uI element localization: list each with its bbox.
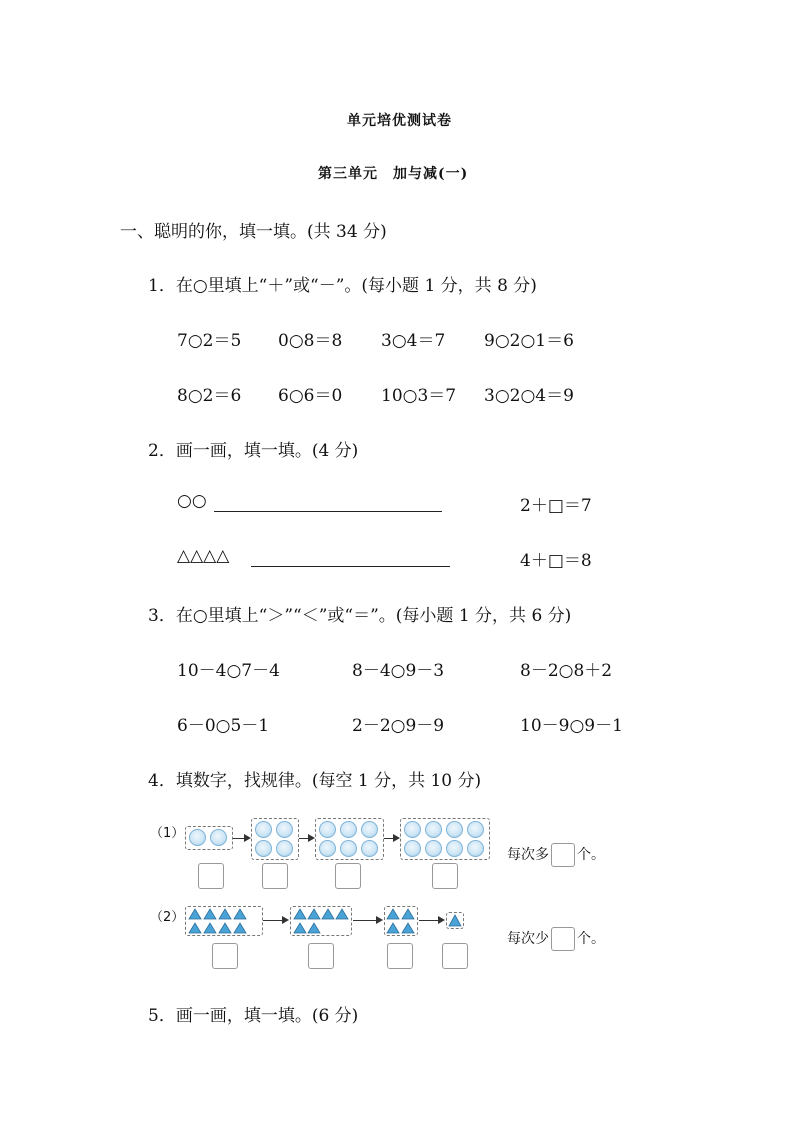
q3-comparison[interactable]: 8－2○8＋2	[520, 661, 613, 681]
note-suffix: 个。	[577, 931, 605, 947]
answer-box[interactable]	[387, 943, 413, 969]
ball	[276, 821, 293, 838]
question-3-prompt: 3．在○里填上“＞”“＜”或“＝”。(每小题 1 分，共 6 分)	[148, 606, 572, 626]
triangle-group-1	[446, 912, 464, 929]
ball	[340, 840, 357, 857]
ball-group-2	[185, 826, 233, 850]
q3-comparison[interactable]: 10－4○7－4	[177, 661, 280, 681]
question-2-prompt: 2．画一画，填一填。(4 分)	[148, 441, 359, 461]
ball	[319, 821, 336, 838]
unit-subtitle: 第三单元 加与减(一)	[318, 166, 469, 182]
ball	[446, 840, 463, 857]
pattern-note-more	[507, 843, 605, 867]
ball-group-4	[251, 818, 299, 860]
answer-box[interactable]	[262, 863, 288, 889]
section-heading: 一、聪明的你，填一填。(共 34 分)	[120, 222, 387, 242]
ball	[361, 821, 378, 838]
ball-group-6	[315, 818, 384, 860]
arrow-icon	[263, 920, 287, 921]
q3-comparison[interactable]: 6－0○5－1	[177, 716, 270, 736]
answer-box[interactable]	[198, 863, 224, 889]
q1-equation[interactable]: 10○3＝7	[381, 386, 457, 406]
ball	[189, 829, 206, 846]
arrow-icon	[233, 838, 249, 839]
q2-equation[interactable]: 2＋□＝7	[520, 496, 592, 516]
ball	[210, 829, 227, 846]
ball	[467, 840, 484, 857]
answer-box[interactable]	[442, 943, 468, 969]
answer-box[interactable]	[432, 863, 458, 889]
triangle-icon	[447, 913, 463, 928]
ball	[404, 821, 421, 838]
ball	[361, 840, 378, 857]
triangle-group-4	[384, 906, 418, 936]
answer-box[interactable]	[212, 943, 238, 969]
question-1-prompt: 1．在○里填上“＋”或“－”。(每小题 1 分，共 8 分)	[148, 276, 537, 296]
answer-box[interactable]	[308, 943, 334, 969]
q1-equation[interactable]: 0○8＝8	[278, 331, 343, 351]
q1-equation[interactable]: 8○2＝6	[177, 386, 242, 406]
ball	[276, 840, 293, 857]
q2-equation[interactable]: 4＋□＝8	[520, 551, 592, 571]
note-prefix: 每次多	[507, 847, 549, 863]
arrow-icon	[353, 920, 381, 921]
q1-equation[interactable]: 9○2○1＝6	[484, 331, 574, 351]
q3-comparison[interactable]: 8－4○9－3	[352, 661, 445, 681]
ball	[425, 821, 442, 838]
arrow-icon	[299, 838, 313, 839]
answer-box[interactable]	[551, 927, 575, 951]
answer-box[interactable]	[551, 843, 575, 867]
arrow-icon	[419, 920, 443, 921]
triangle-icons	[385, 907, 417, 935]
question-4-prompt: 4．填数字，找规律。(每空 1 分，共 10 分)	[148, 771, 482, 791]
q3-comparison[interactable]: 2－2○9－9	[352, 716, 445, 736]
question-5-prompt: 5．画一画，填一填。(6 分)	[148, 1006, 359, 1026]
q1-equation[interactable]: 3○2○4＝9	[484, 386, 574, 406]
ball	[446, 821, 463, 838]
ball	[255, 821, 272, 838]
exam-title: 单元培优测试卷	[347, 113, 452, 129]
triangle-icons	[186, 907, 262, 935]
arrow-icon	[384, 838, 398, 839]
part-2-label: （2）	[150, 910, 185, 925]
ball	[467, 821, 484, 838]
answer-box[interactable]	[335, 863, 361, 889]
part-1-label: （1）	[150, 826, 185, 841]
ball	[340, 821, 357, 838]
ball	[319, 840, 336, 857]
q1-equation[interactable]: 3○4＝7	[381, 331, 446, 351]
triangle-icons	[291, 907, 351, 935]
ball-group-8	[400, 818, 490, 860]
drawing-line[interactable]	[251, 566, 450, 567]
note-prefix: 每次少	[507, 931, 549, 947]
triangle-shapes: △△△△	[177, 546, 230, 566]
q1-equation[interactable]: 6○6＝0	[278, 386, 343, 406]
triangle-group-6	[290, 906, 352, 936]
note-suffix: 个。	[577, 847, 605, 863]
ball	[425, 840, 442, 857]
triangle-group-8	[185, 906, 263, 936]
q3-comparison[interactable]: 10－9○9－1	[520, 716, 623, 736]
ball	[255, 840, 272, 857]
pattern-note-less	[507, 927, 605, 951]
drawing-line[interactable]	[214, 511, 442, 512]
circle-shapes: ○○	[177, 491, 207, 511]
ball	[404, 840, 421, 857]
q1-equation[interactable]: 7○2＝5	[177, 331, 242, 351]
